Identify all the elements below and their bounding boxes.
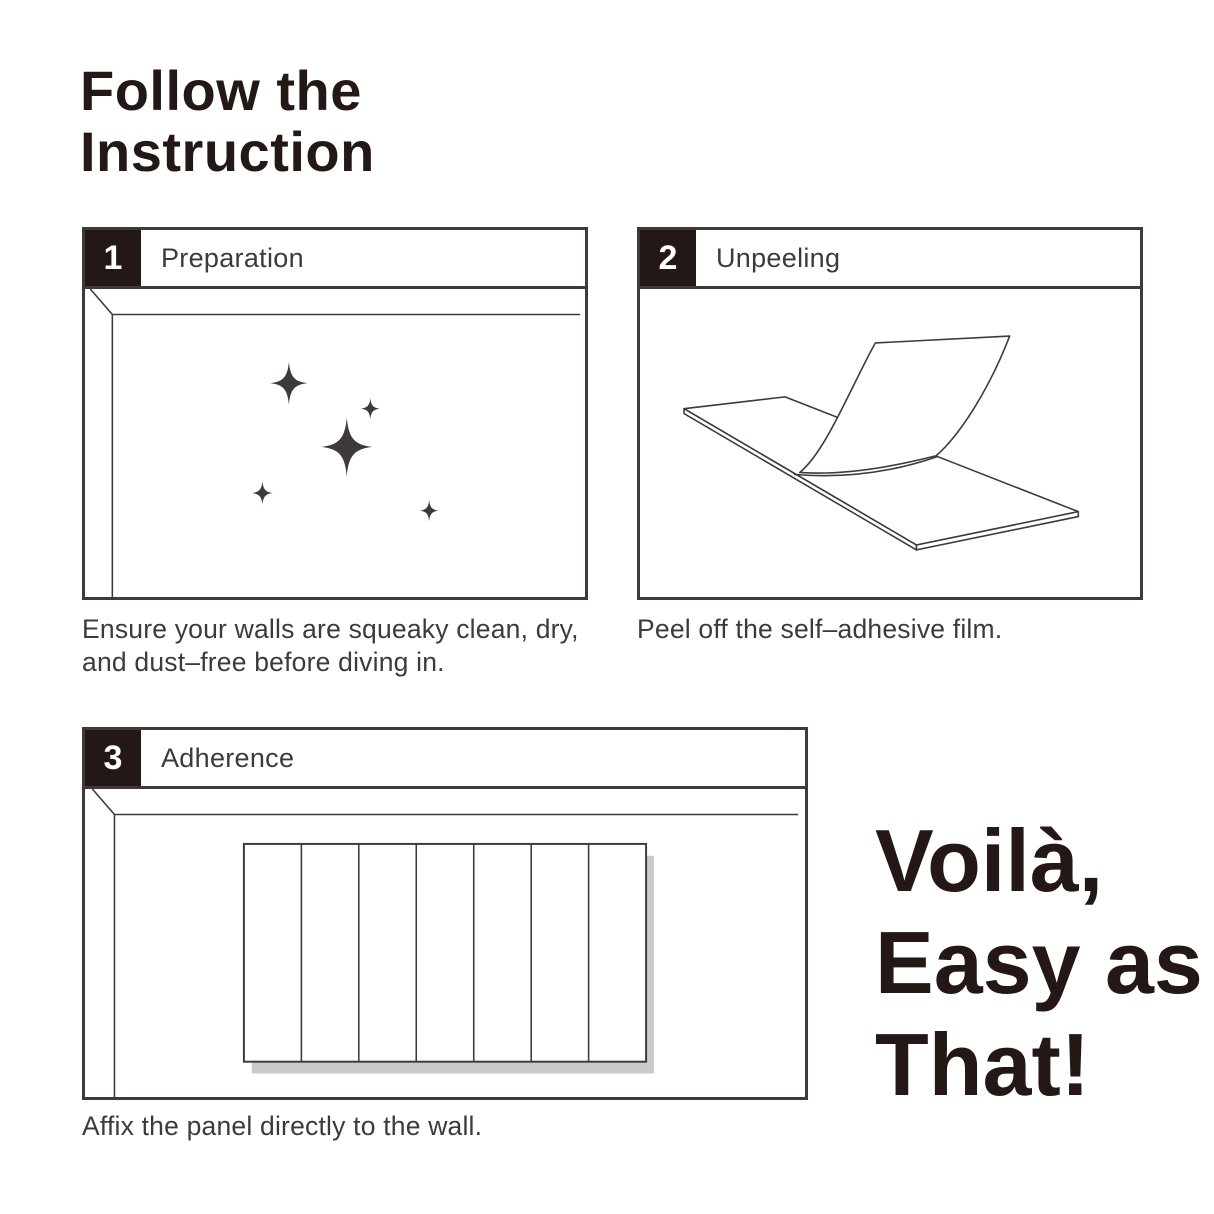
outro-line3: That!	[875, 1015, 1091, 1115]
sparkle-icon	[270, 362, 307, 405]
outro-text	[875, 810, 1203, 1116]
sparkle-icon	[361, 398, 381, 420]
step-1-label: Preparation	[161, 242, 304, 273]
step-3-label: Adherence	[161, 742, 295, 773]
sparkle-icon	[321, 417, 372, 476]
step-1-box	[82, 227, 588, 600]
step-1-caption-line2: and dust–free before diving in.	[82, 647, 445, 678]
step-1-caption	[82, 613, 627, 680]
step-1-caption-line1: Ensure your walls are squeaky clean, dry,	[82, 614, 579, 644]
step-3-header	[85, 730, 805, 789]
peeling-film-illustration	[640, 289, 1140, 597]
page-title-line1: Follow the	[80, 59, 362, 122]
step-1-header	[85, 230, 585, 289]
clean-wall-illustration	[85, 289, 585, 597]
sparkle-icon	[419, 500, 439, 522]
page-title-line2: Instruction	[80, 120, 375, 184]
wall-perspective-lines	[90, 289, 580, 597]
step-2-label: Unpeeling	[716, 242, 841, 273]
step-2-caption: Peel off the self–adhesive film.	[637, 614, 1003, 644]
step-2-header	[640, 230, 1140, 289]
outro-line1: Voilà,	[875, 811, 1104, 910]
sparkle-icon	[252, 481, 274, 505]
step-2-illustration	[640, 289, 1140, 597]
page-title	[80, 60, 375, 182]
step-2-box	[637, 227, 1143, 600]
step-3-number-badge: 3	[85, 730, 141, 786]
step-1-illustration	[85, 289, 585, 597]
step-3-box	[82, 727, 808, 1100]
step-2-number-badge: 2	[640, 230, 696, 286]
step-3-illustration	[85, 789, 805, 1097]
sparkle-icons	[252, 362, 439, 522]
outro-line2: Easy as	[875, 913, 1203, 1013]
step-3-caption: Affix the panel directly to the wall.	[82, 1111, 483, 1141]
slat-panel-illustration	[85, 789, 805, 1097]
step-1-number-badge: 1	[85, 230, 141, 286]
adhesive-film	[794, 336, 1010, 476]
slat-panel	[244, 844, 646, 1062]
